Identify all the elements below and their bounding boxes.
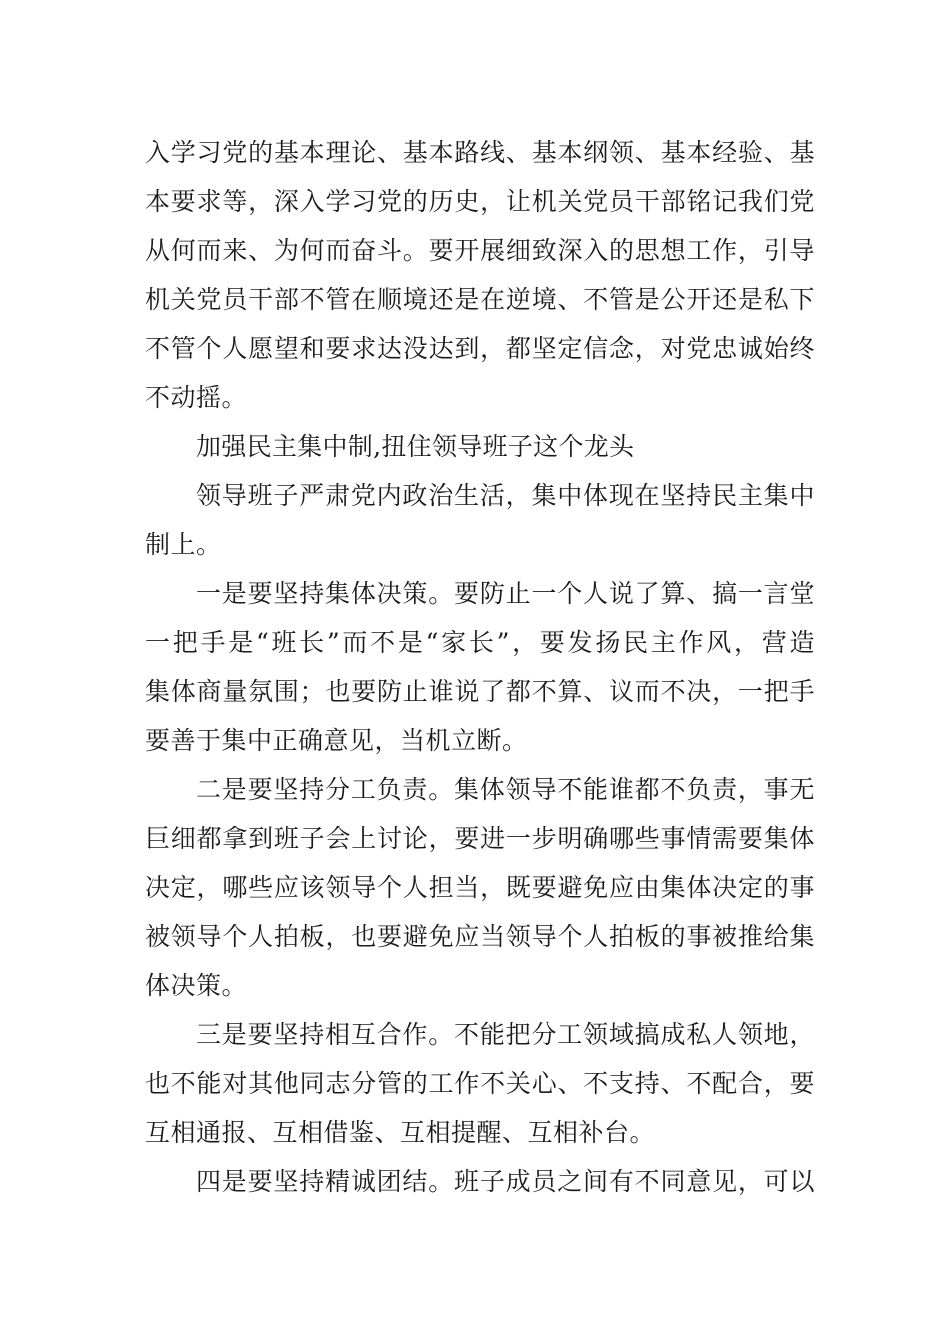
text-line: 一把手是“班长”而不是“家长”，要发扬民主作风，营造 — [145, 628, 815, 657]
text-line: 机关党员干部不管在顺境还是在逆境、不管是公开还是私下 — [145, 285, 815, 314]
text-line: 领导班子严肃党内政治生活，集中体现在坚持民主集中 — [196, 481, 815, 510]
text-line: 集体商量氛围；也要防止谁说了都不算、议而不决，一把手 — [145, 677, 815, 706]
text-line: 不动摇。 — [145, 383, 248, 412]
text-line: 本要求等，深入学习党的历史，让机关党员干部铭记我们党 — [145, 187, 815, 216]
text-line: 入学习党的基本理论、基本路线、基本纲领、基本经验、基 — [145, 138, 815, 167]
text-line: 互相通报、互相借鉴、互相提醒、互相补台。 — [145, 1118, 656, 1147]
text-line: 不管个人愿望和要求达没达到，都坚定信念，对党忠诚始终 — [145, 334, 815, 363]
text-line: 决定，哪些应该领导个人担当，既要避免应由集体决定的事 — [145, 873, 815, 902]
text-line: 四是要坚持精诚团结。班子成员之间有不同意见，可以 — [196, 1167, 815, 1196]
text-line: 巨细都拿到班子会上讨论，要进一步明确哪些事情需要集体 — [145, 824, 815, 853]
text-line: 也不能对其他同志分管的工作不关心、不支持、不配合，要 — [145, 1069, 815, 1098]
document-page — [145, 128, 815, 1206]
text-line: 二是要坚持分工负责。集体领导不能谁都不负责，事无 — [196, 775, 815, 804]
text-line: 体决策。 — [145, 971, 248, 1000]
text-line: 一是要坚持集体决策。要防止一个人说了算、搞一言堂 — [196, 579, 815, 608]
text-line: 制上。 — [145, 530, 222, 559]
text-line: 要善于集中正确意见，当机立断。 — [145, 726, 528, 755]
text-line: 被领导个人拍板，也要避免应当领导个人拍板的事被推给集 — [145, 922, 815, 951]
text-line: 三是要坚持相互合作。不能把分工领域搞成私人领地， — [196, 1020, 815, 1049]
section-heading: 加强民主集中制,扭住领导班子这个龙头 — [196, 432, 635, 461]
text-line: 从何而来、为何而奋斗。要开展细致深入的思想工作，引导 — [145, 236, 815, 265]
